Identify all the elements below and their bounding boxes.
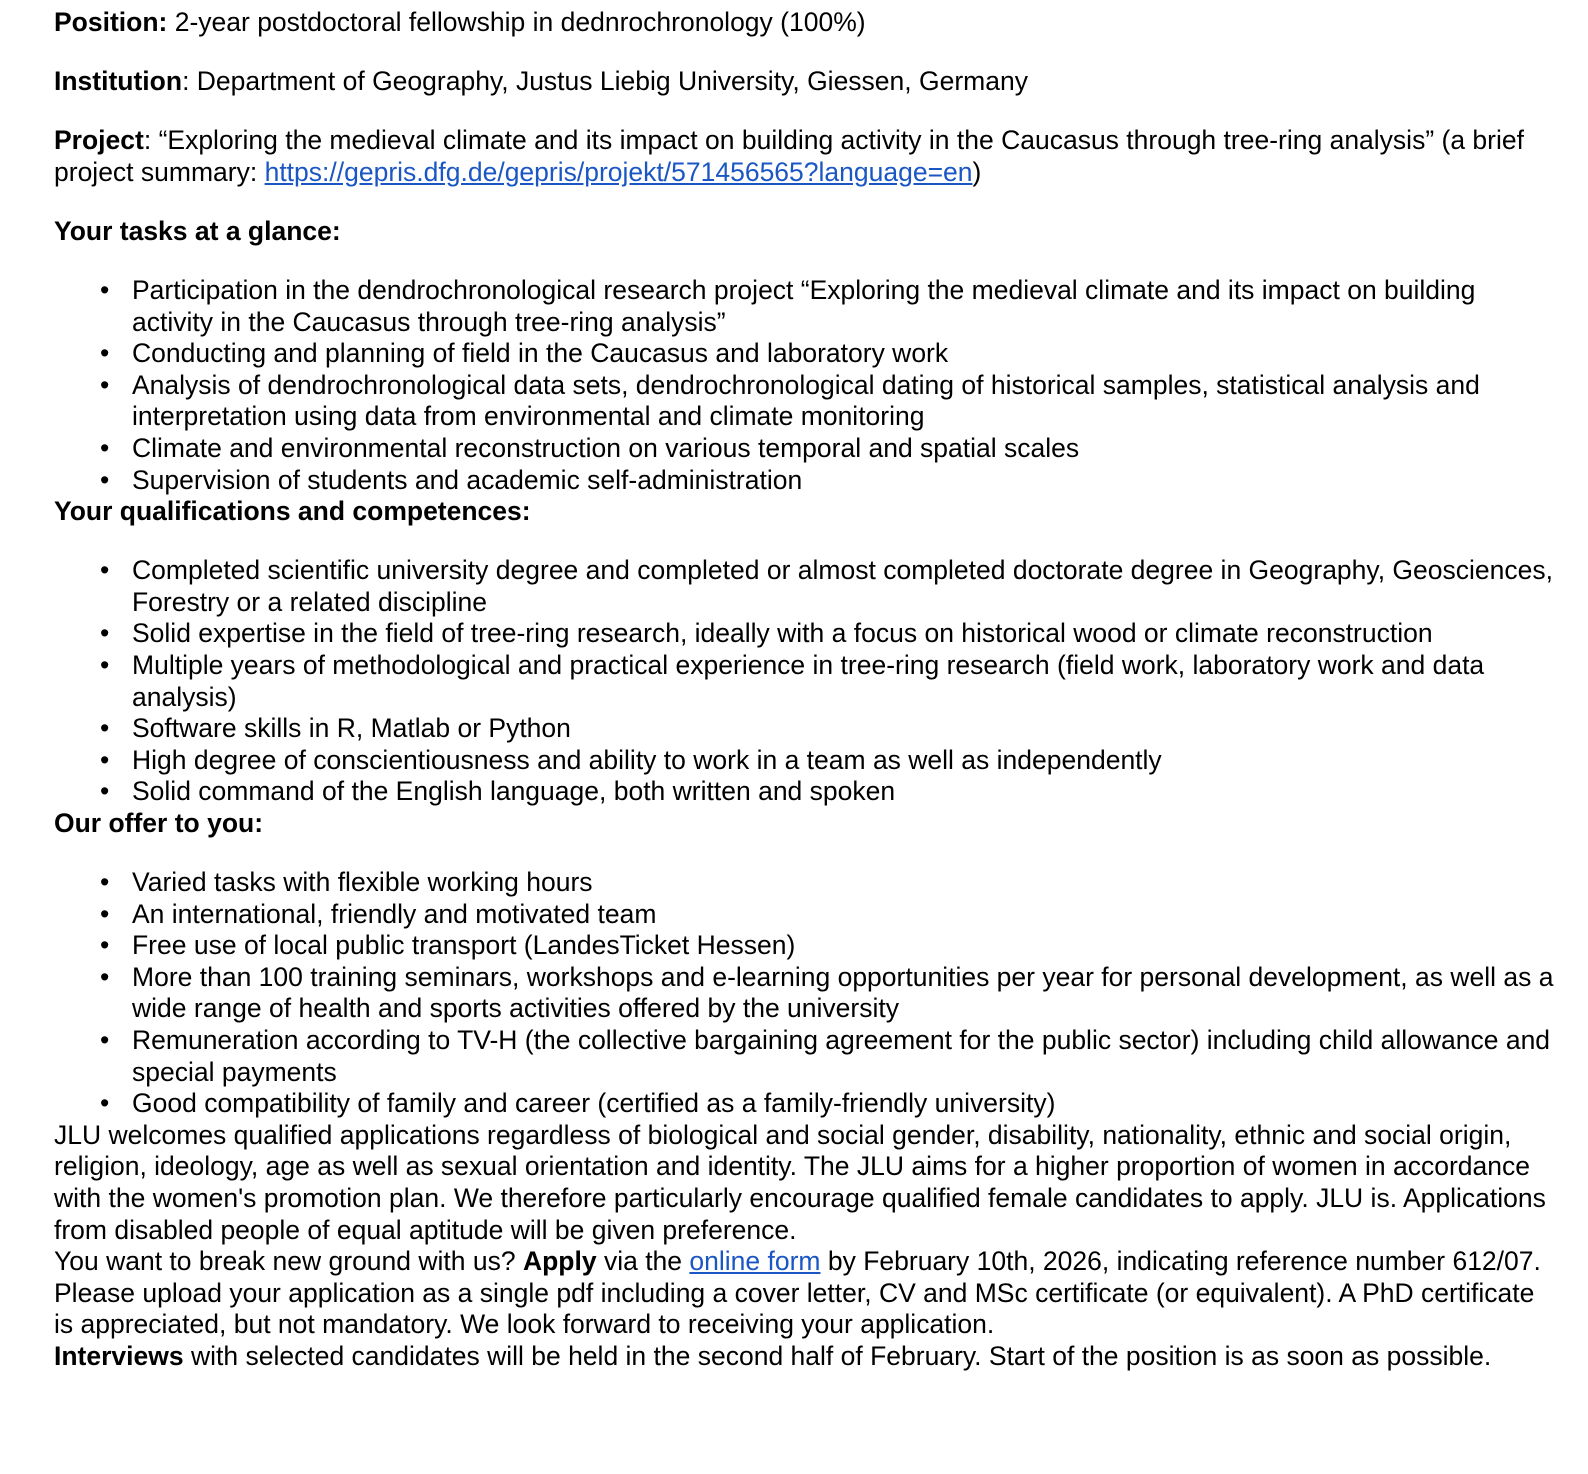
list-item-text: More than 100 training seminars, workshops and e-learning opportunities per year for personal development, as well as a wide range of health and sports activities offered by the university xyxy=(132,961,1554,1024)
list-item xyxy=(100,618,1558,650)
list-item-text: Varied tasks with flexible working hours xyxy=(132,867,593,898)
bullet-icon: • xyxy=(100,338,110,369)
tasks-list xyxy=(54,275,1558,496)
list-item xyxy=(100,1025,1558,1088)
list-item-text: Free use of local public transport (LandesTicket Hessen) xyxy=(132,930,796,961)
apply-bold: Apply xyxy=(522,1246,597,1277)
list-item-text: Software skills in R, Matlab or Python xyxy=(132,713,571,744)
interviews-text: with selected candidates will be held in the second half of February. Start of the position is as soon as possible. xyxy=(183,1340,1492,1371)
list-item xyxy=(100,930,1558,962)
list-item-text: Participation in the dendrochronological research project “Exploring the medieval climate and its impact on building activity in the Caucasus through tree-ring analysis” xyxy=(132,274,1476,337)
tasks-heading: Your tasks at a glance: xyxy=(54,215,341,246)
list-item-text: Multiple years of methodological and practical experience in tree-ring research (field work, laboratory work and data analysis) xyxy=(132,650,1485,712)
apply-prefix: You want to break new ground with us? xyxy=(54,1246,523,1277)
list-item xyxy=(100,369,1558,433)
position-value: 2-year postdoctoral fellowship in dednrochronology (100%) xyxy=(167,7,866,37)
project-summary-link[interactable]: https://gepris.dfg.de/gepris/projekt/571456565?language=en xyxy=(264,156,973,187)
project-value: : “Exploring the medieval climate and its impact on building activity in the Caucasus through tree-ring analysis” (a brief project summary: xyxy=(54,125,1524,187)
interviews-paragraph xyxy=(54,1341,1558,1373)
position-line xyxy=(54,7,1558,39)
list-item xyxy=(100,744,1558,777)
interviews-bold: Interviews xyxy=(54,1340,184,1371)
list-item xyxy=(100,432,1558,465)
list-item xyxy=(100,898,1558,931)
list-item xyxy=(100,650,1558,713)
list-item-text: Climate and environmental reconstruction on various temporal and spatial scales xyxy=(132,432,1080,463)
position-label: Position: xyxy=(54,7,168,37)
bullet-icon: • xyxy=(100,274,110,305)
project-line xyxy=(54,125,1558,188)
list-item xyxy=(100,464,1558,497)
list-item-text: Supervision of students and academic self-administration xyxy=(132,464,803,495)
list-item xyxy=(100,713,1558,745)
list-item xyxy=(100,961,1558,1025)
list-item-text: Completed scientific university degree and completed or almost completed doctorate degree in Geography, Geosciences, Forestry or a related discipline xyxy=(132,555,1553,617)
bullet-icon: • xyxy=(100,898,110,929)
list-item xyxy=(100,1088,1558,1120)
project-label: Project xyxy=(54,125,144,156)
list-item xyxy=(100,555,1558,618)
bullet-icon: • xyxy=(100,930,110,961)
bullet-icon: • xyxy=(100,961,110,992)
bullet-icon: • xyxy=(100,713,110,744)
offer-list xyxy=(54,867,1558,1120)
list-item xyxy=(100,776,1558,808)
list-item-text: An international, friendly and motivated team xyxy=(132,898,657,929)
apply-paragraph xyxy=(54,1246,1558,1341)
list-item-text: Remuneration according to TV-H (the collective bargaining agreement for the public sector) including child allowance and special payments xyxy=(132,1025,1551,1087)
bullet-icon: • xyxy=(100,555,110,586)
bullet-icon: • xyxy=(100,464,110,495)
offer-heading: Our offer to you: xyxy=(54,807,264,838)
diversity-statement: JLU welcomes qualified applications regardless of biological and social gender, disability, nationality, ethnic and social origin, religion, ideology, age as well as sexual orientation and identity. The JLU aims for a higher proportion of women in accordance with the women's promotion plan. We therefore particularly encourage qualified female candidates to apply. JLU is. Applications from disabled people of equal aptitude will be given preference. xyxy=(54,1119,1546,1245)
online-form-link[interactable]: online form xyxy=(689,1246,821,1277)
bullet-icon: • xyxy=(100,867,110,898)
list-item-text: Solid command of the English language, both written and spoken xyxy=(132,776,896,807)
project-suffix: ) xyxy=(972,156,982,187)
list-item xyxy=(100,274,1558,338)
list-item-text: Analysis of dendrochronological data sets, dendrochronological dating of historical samples, statistical analysis and interpretation using data from environmental and climate monitoring xyxy=(132,369,1480,432)
institution-label: Institution xyxy=(54,66,183,97)
qualifications-list xyxy=(54,555,1558,808)
bullet-icon: • xyxy=(100,744,110,775)
bullet-icon: • xyxy=(100,1025,110,1056)
list-item-text: High degree of conscientiousness and ability to work in a team as well as independently xyxy=(132,744,1162,775)
bullet-icon: • xyxy=(100,1088,110,1119)
bullet-icon: • xyxy=(100,776,110,807)
bullet-icon: • xyxy=(100,369,110,400)
list-item-text: Solid expertise in the field of tree-ring research, ideally with a focus on historical wood or climate reconstruction xyxy=(132,618,1433,649)
bullet-icon: • xyxy=(100,650,110,680)
list-item-text: Good compatibility of family and career (certified as a family-friendly university) xyxy=(132,1088,1056,1119)
list-item xyxy=(100,338,1558,370)
qualifications-heading: Your qualifications and competences: xyxy=(54,496,531,527)
list-item xyxy=(100,867,1558,899)
list-item-text: Conducting and planning of field in the Caucasus and laboratory work xyxy=(132,338,949,369)
bullet-icon: • xyxy=(100,618,110,649)
apply-suffix: by February 10th, 2026, indicating reference number 612/07. Please upload your application as a single pdf including a cover letter, CV and MSc certificate (or equivalent). A PhD certificate is appreciated, but not mandatory. We look forward to receiving your application. xyxy=(54,1246,1541,1340)
apply-middle: via the xyxy=(596,1246,690,1277)
institution-line xyxy=(54,66,1558,98)
institution-value: : Department of Geography, Justus Liebig University, Giessen, Germany xyxy=(182,66,1028,97)
bullet-icon: • xyxy=(100,432,110,463)
